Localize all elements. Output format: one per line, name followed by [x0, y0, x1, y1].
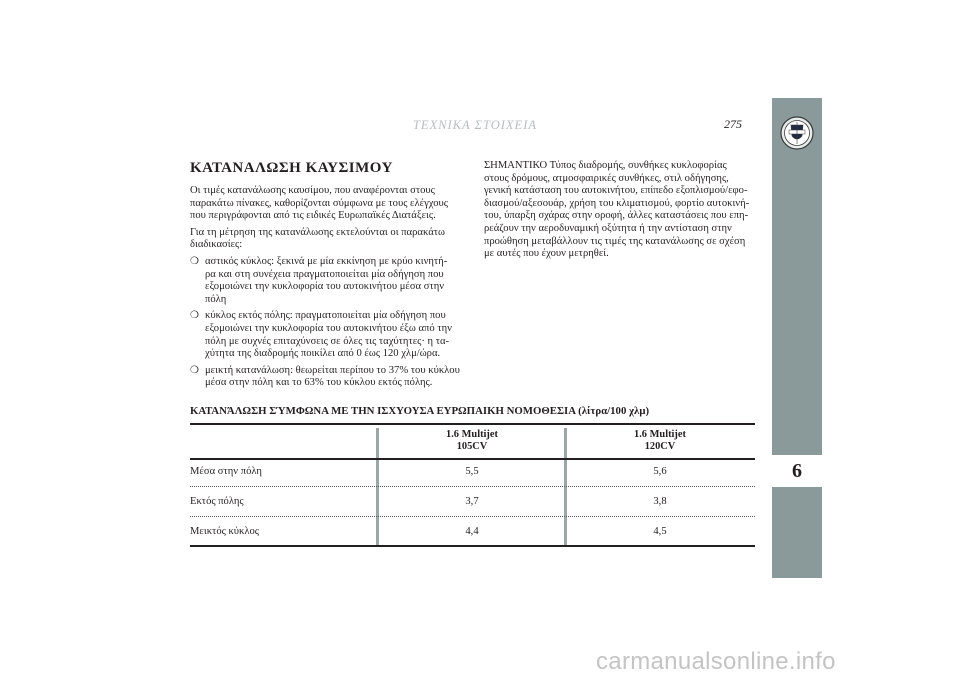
column-header-105cv: 1.6 Multijet 105CV	[446, 429, 498, 452]
running-header: ΤΕΧΝΙΚΑ ΣΤΟΙΧΕΙΑ	[412, 118, 537, 132]
cell-urban-105cv: 5,5	[465, 466, 479, 477]
cell-combined-120cv: 4,5	[653, 526, 667, 537]
row-label-combined: Μεικτός κύκλος	[190, 526, 260, 537]
row-divider	[190, 516, 755, 517]
bullet-urban-cycle: ❍ αστικός κύκλος: ξεκινά με μία εκκίνηση με κρύο κινητή- ρα και στη συνέχεια πραγματοποιείται μία οδήγηση που εξομοιώνει την κυκλοφορία του αυτοκινήτου μέσα στην πόλη	[190, 255, 448, 305]
table-title: ΚΑΤΑΝΆΛΩΣΗ ΣΎΜΦΩΝΑ ΜΕ ΤΗΝ ΙΣΧΥΟΥΣΑ ΕΥΡΩΠΑΙΚΗ ΝΟΜΟΘΕΣΙΑ (λίτρα/100 χλμ)	[190, 405, 650, 417]
table-bottom-rule	[190, 545, 755, 547]
table-top-rule	[190, 423, 755, 425]
bullet-combined-consumption: ❍ μεικτή κατανάλωση: θεωρείται περίπου το 37% του κύκλου μέσα στην πόλη και το 63% του κύκλου εκτός πόλης.	[190, 364, 460, 389]
row-label-urban: Μέσα στην πόλη	[190, 466, 262, 477]
cell-extra-urban-120cv: 3,8	[653, 496, 667, 507]
bullet-icon: ❍	[190, 310, 199, 322]
table-header-rule	[190, 458, 755, 460]
left-column-text	[190, 185, 462, 394]
row-label-extra-urban: Εκτός πόλης	[190, 496, 244, 507]
chapter-number-tab[interactable]: 6	[772, 453, 822, 487]
cell-urban-120cv: 5,6	[653, 466, 667, 477]
lancia-logo	[780, 116, 814, 150]
cell-extra-urban-105cv: 3,7	[465, 496, 479, 507]
bullet-extra-urban-cycle: ❍ κύκλος εκτός πόλης: πραγματοποιείται μία οδήγηση που εξομοιώνει την κυκλοφορία του αυτοκινήτου έξω από την πόλη με συχνές επιταχύνσεις σε όλες τις ταχύτητες· η τα- χύτητα της διαδρομής ποικίλει από 0 έως 120 χλμ/ώρα.	[190, 310, 452, 360]
row-divider	[190, 486, 755, 487]
watermark: carmanualsonline.info	[596, 648, 836, 675]
bullet-icon: ❍	[190, 255, 199, 267]
intro-paragraph: Οι τιμές κατανάλωσης καυσίμου, που αναφέρονται στους παρακάτω πίνακες, καθορίζονται σύμφωνα με τους ελέγχους που περιγράφονται από τις ειδικές Ευρωπαϊκές Διατάξεις.	[190, 185, 448, 222]
column-header-120cv: 1.6 Multijet 120CV	[634, 429, 686, 452]
page-number: 275	[724, 117, 742, 131]
cell-combined-105cv: 4,4	[465, 526, 479, 537]
important-note: ΣΗΜΑΝΤΙΚΟ Τύπος διαδρομής, συνθήκες κυκλοφορίας στους δρόμους, ατμοσφαιρικές συνθήκες, στιλ οδήγησης, γενική κατάσταση του αυτοκινήτου, επίπεδο εξοπλισμού/εφο- διασμού/αξεσουάρ, χρήση του κλιματισμού, φορτίο αυτοκινή- του, ύπαρξη σχάρας στην οροφή, άλλες καταστάσεις που επη- ρεάζουν την αεροδυναμική οξύτητα ή την αντίσταση στην προώθηση μεταβάλλουν τις τιμές της κατανάλωσης σε σχέση με αυτές που έχουν μετρηθεί.	[484, 160, 750, 260]
method-paragraph: Για τη μέτρηση της κατανάλωσης εκτελούνται οι παρακάτω διαδικασίες:	[190, 226, 445, 251]
section-title: ΚΑΤΑΝΑΛΩΣΗ ΚΑΥΣΙΜΟΥ	[190, 160, 393, 176]
bullet-icon: ❍	[190, 364, 199, 376]
chapter-side-tab	[772, 98, 822, 578]
